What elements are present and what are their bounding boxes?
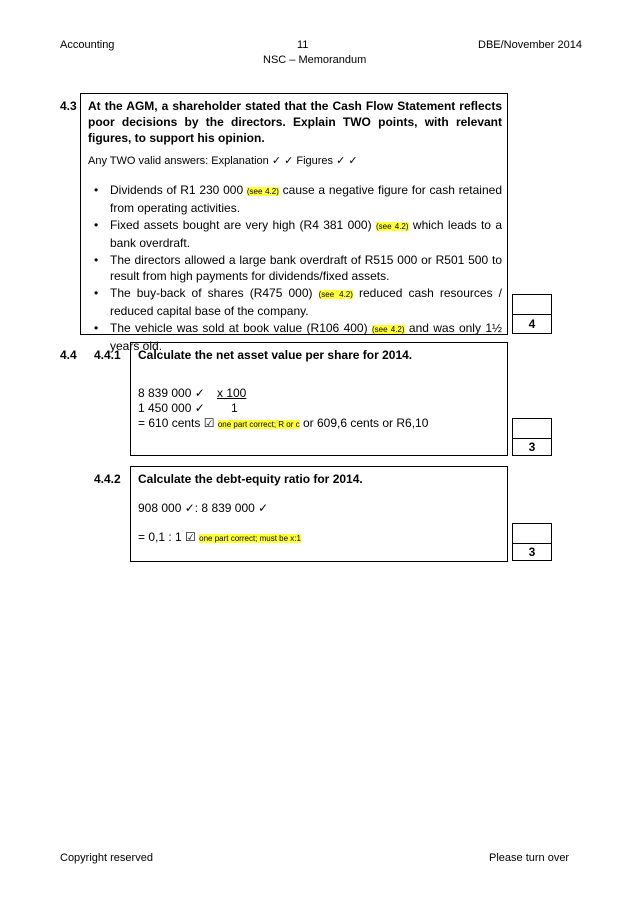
- q441-numerator: 8 839 000 ✓: [138, 386, 205, 400]
- q442-answer-box: [130, 466, 508, 562]
- q441-number: 4.4.1: [94, 348, 121, 362]
- list-item: • The buy-back of shares (R475 000) (see 4.2) reduced cash resources / reduced capital base of the company.: [88, 285, 502, 319]
- q441-denominator: 1 450 000 ✓: [138, 401, 205, 415]
- q441-mark-box: [512, 418, 552, 456]
- q43-instruction: Any TWO valid answers: Explanation ✓ ✓ Figures ✓ ✓: [88, 155, 358, 167]
- q43-marks: 4: [528, 317, 536, 331]
- q442-ratio-line: 908 000 ✓: 8 839 000 ✓: [138, 501, 269, 515]
- header-subject: Accounting: [60, 39, 115, 51]
- q441-answer-box: [130, 342, 508, 456]
- q43-answer-box: [80, 93, 508, 353]
- q442-mark-box: [512, 523, 552, 561]
- q442-result: = 0,1 : 1 ☑ one part correct; must be x:1: [138, 530, 301, 544]
- q442-question: Calculate the debt-equity ratio for 2014.: [138, 472, 363, 486]
- header-page-number: 11: [297, 39, 309, 51]
- q441-marks: 3: [528, 440, 536, 454]
- q441-result: = 610 cents ☑ one part correct; R or c or 609,6 cents or R6,10: [138, 416, 429, 430]
- list-item: • Dividends of R1 230 000 (see 4.2) cause a negative figure for cash retained from operating activities.: [88, 182, 502, 216]
- footer-turn-over: Please turn over: [489, 852, 570, 864]
- footer-copyright: Copyright reserved: [60, 852, 153, 864]
- q43-mark-box: [512, 294, 552, 334]
- list-item: • The vehicle was sold at book value (R106 400) (see 4.2) and was only 1½ years old.: [88, 320, 502, 354]
- q43-number: 4.3: [60, 99, 77, 113]
- q442-marks: 3: [528, 545, 536, 559]
- q442-number: 4.4.2: [94, 472, 121, 486]
- q441-question: Calculate the net asset value per share for 2014.: [138, 348, 413, 362]
- q441-multiplier-numerator: x 100: [217, 386, 247, 400]
- q43-bullet-list: [88, 182, 502, 355]
- q43-question: At the AGM, a shareholder stated that the Cash Flow Statement reflects poor decisions by the directors. Explain TWO points, with relevant figures, to support his opinion.: [88, 99, 502, 145]
- q44-number: 4.4: [60, 348, 77, 362]
- list-item: • Fixed assets bought are very high (R4 381 000) (see 4.2) which leads to a bank overdraft.: [88, 217, 502, 251]
- q441-multiplier-denominator: 1: [231, 401, 238, 415]
- header-subtitle: NSC – Memorandum: [263, 54, 367, 66]
- header-exam: DBE/November 2014: [478, 39, 582, 51]
- list-item: • The directors allowed a large bank overdraft of R515 000 or R501 500 to result from high payments for dividends/fixed assets.: [88, 252, 502, 284]
